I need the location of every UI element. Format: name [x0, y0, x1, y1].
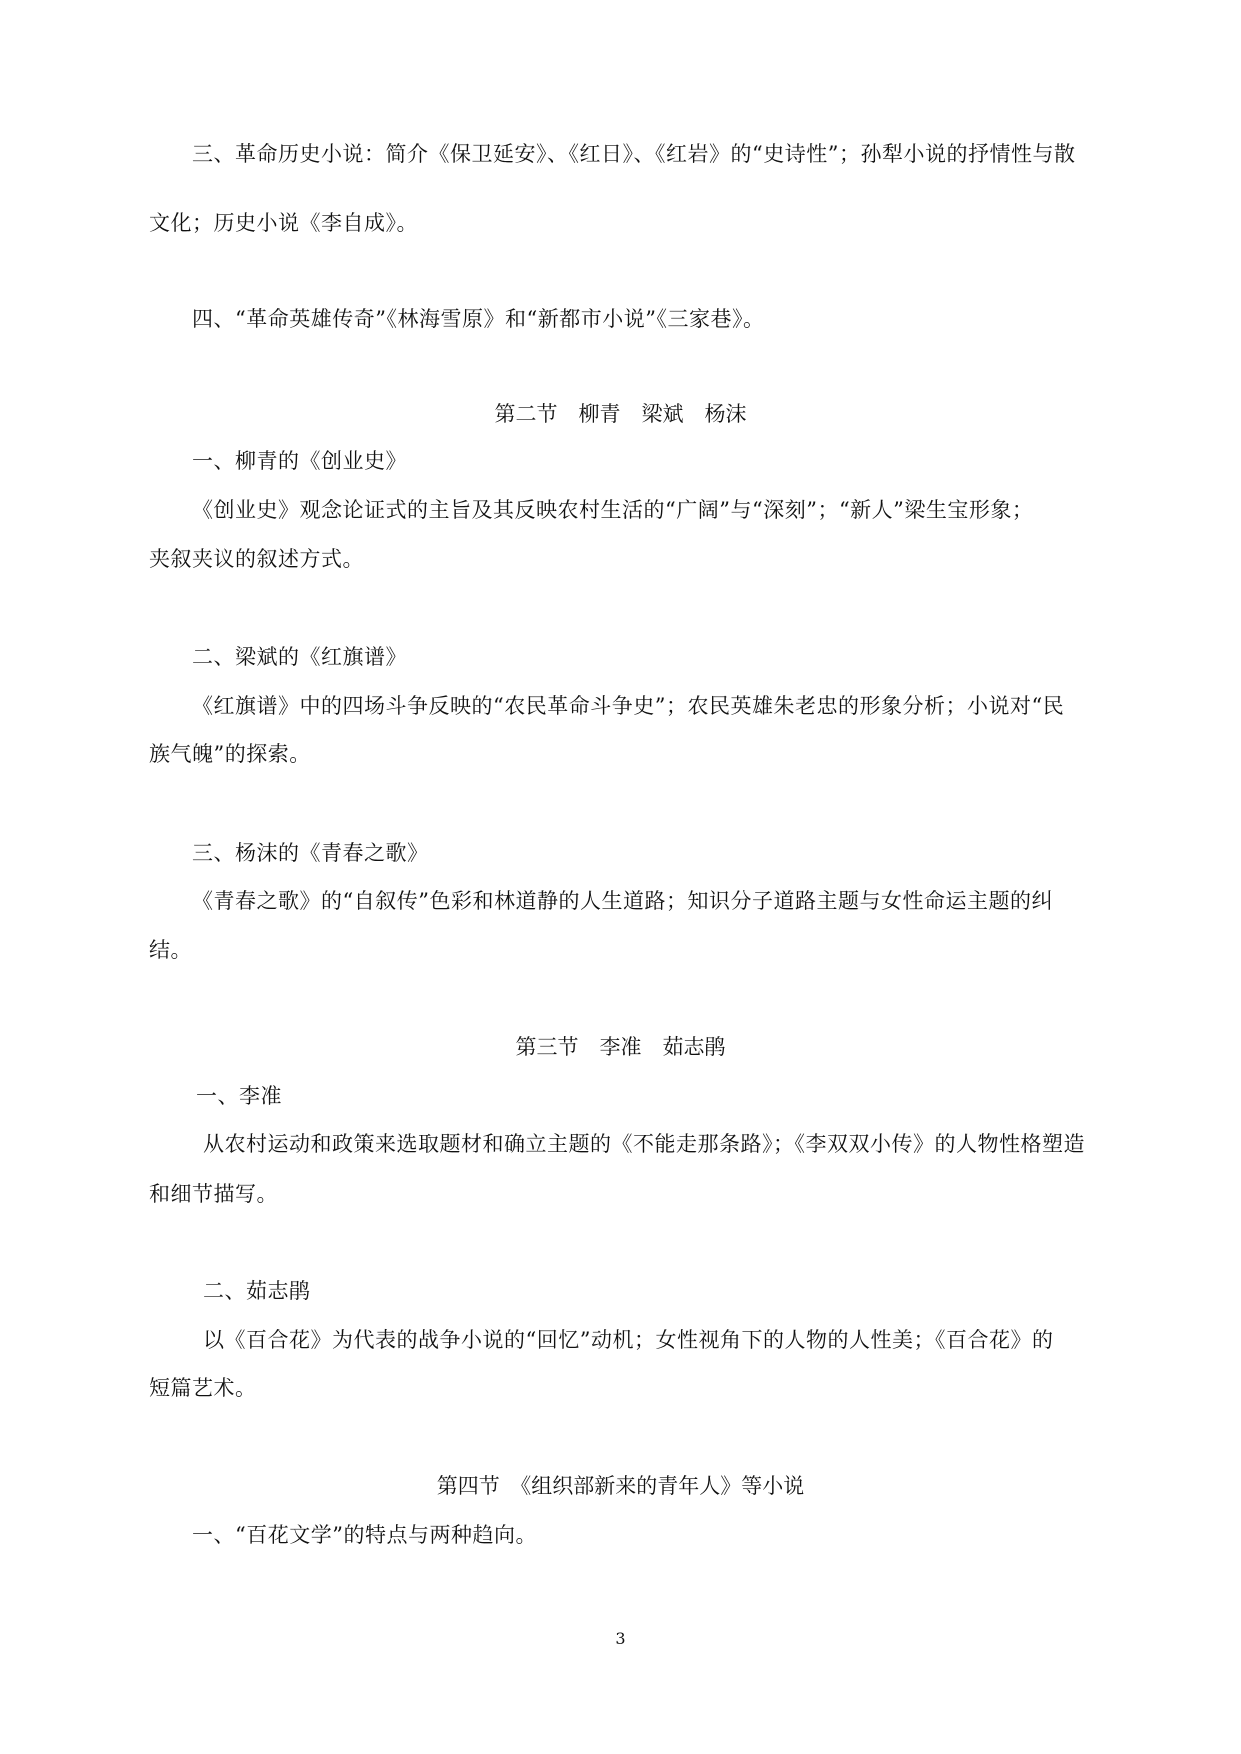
page-number: 3	[615, 1629, 626, 1648]
paragraph-line: 和细节描写。	[149, 1182, 278, 1206]
paragraph-line: 《青春之歌》的“自叙传”色彩和林道静的人生道路；知识分子道路主题与女性命运主题的纠	[192, 889, 1053, 913]
subsection-title: 一、李准	[196, 1084, 282, 1108]
section-heading: 第三节 李准 茹志鹃	[515, 1035, 726, 1059]
paragraph-line: 文化；历史小说《李自成》。	[149, 211, 418, 235]
paragraph-line: 四、“革命英雄传奇”《林海雪原》和“新都市小说”《三家巷》。	[192, 307, 765, 331]
section-heading: 第四节 《组织部新来的青年人》等小说	[436, 1474, 805, 1498]
subsection-title: 三、杨沫的《青春之歌》	[192, 841, 429, 865]
subsection-title: 二、茹志鹃	[203, 1279, 311, 1303]
paragraph-line: 三、革命历史小说：简介《保卫延安》、《红日》、《红岩》的“史诗性”；孙犁小说的抒情性与散	[192, 142, 1076, 166]
paragraph-line: 从农村运动和政策来选取题材和确立主题的《不能走那条路》；《李双双小传》的人物性格塑造	[203, 1132, 1085, 1156]
subsection-title: 一、柳青的《创业史》	[192, 449, 407, 473]
paragraph-line: 《创业史》观念论证式的主旨及其反映农村生活的“广阔”与“深刻”；“新人”梁生宝形象；	[192, 498, 1034, 522]
paragraph-line: 族气魄”的探索。	[149, 742, 311, 766]
paragraph-line: 短篇艺术。	[149, 1376, 257, 1400]
paragraph-line: 《红旗谱》中的四场斗争反映的“农民革命斗争史”；农民英雄朱老忠的形象分析；小说对“民	[192, 694, 1065, 718]
paragraph-line: 以《百合花》为代表的战争小说的“回忆”动机；女性视角下的人物的人性美；《百合花》的	[203, 1328, 1054, 1352]
paragraph-line: 夹叙夹议的叙述方式。	[149, 547, 364, 571]
subsection-title: 一、“百花文学”的特点与两种趋向。	[192, 1523, 537, 1547]
paragraph-line: 结。	[149, 938, 192, 962]
section-heading: 第二节 柳青 梁斌 杨沫	[494, 402, 747, 426]
subsection-title: 二、梁斌的《红旗谱》	[192, 645, 407, 669]
